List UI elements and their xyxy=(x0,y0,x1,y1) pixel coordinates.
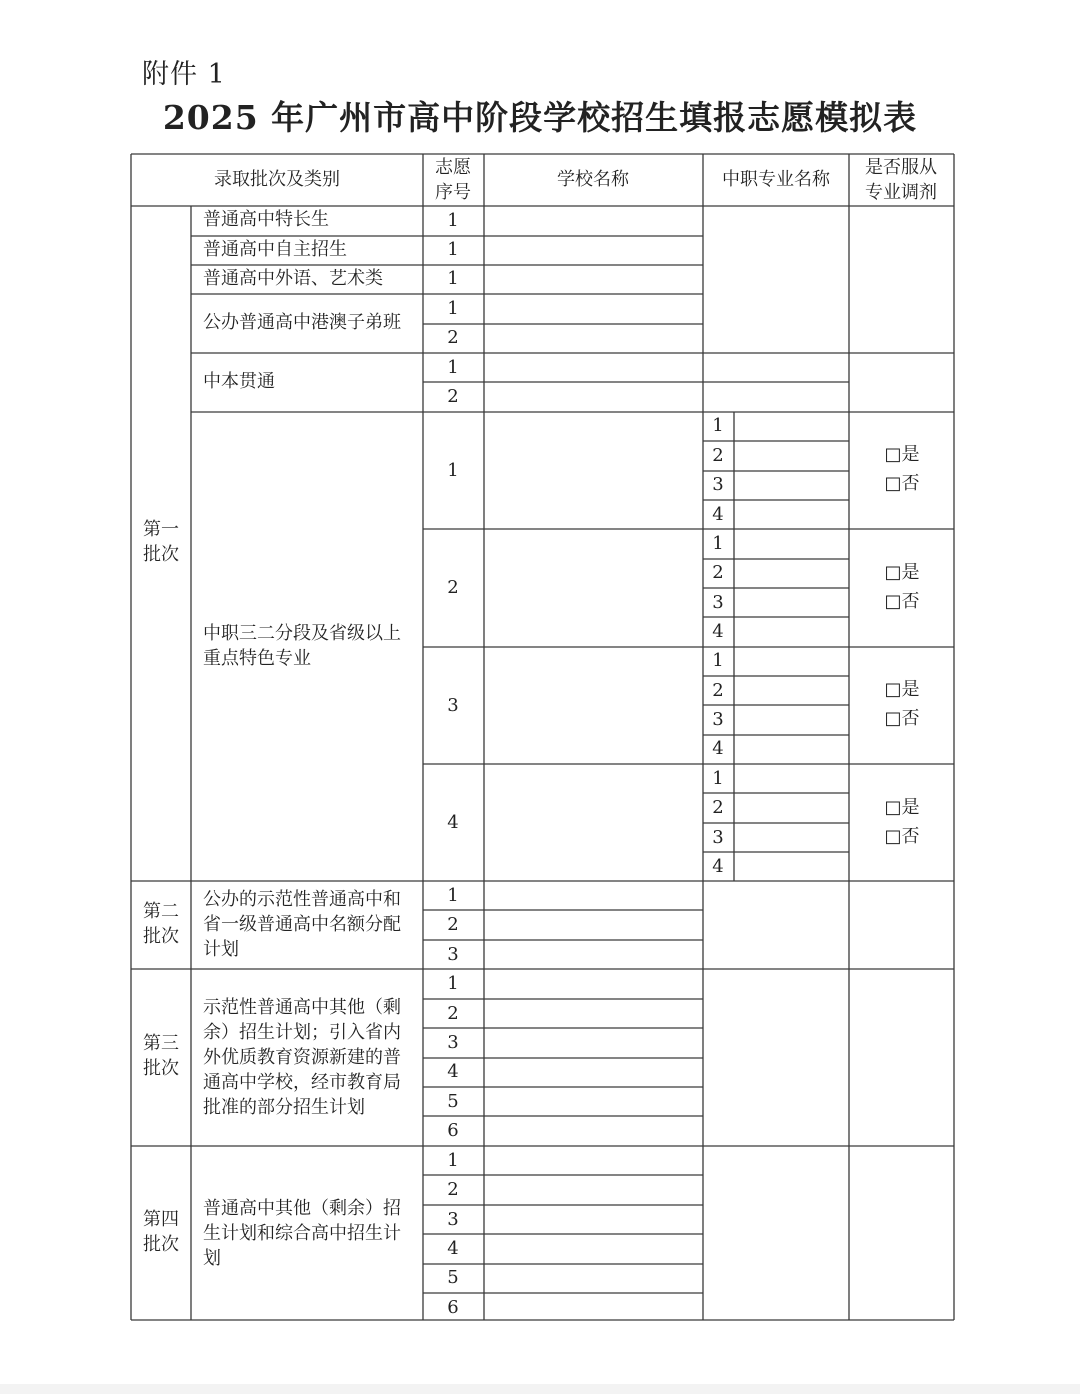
adjust-no-checkbox[interactable]: □否 xyxy=(884,473,920,494)
major-number: 1 xyxy=(712,768,724,789)
category-specialty: 普通高中特长生 xyxy=(203,209,329,230)
order-number: 3 xyxy=(447,1209,459,1230)
page-bottom-edge xyxy=(0,1384,1080,1394)
order-number: 1 xyxy=(447,460,459,481)
order-number: 4 xyxy=(447,1061,459,1082)
order-number: 2 xyxy=(447,914,459,935)
major-number: 2 xyxy=(712,445,724,466)
order-number: 6 xyxy=(447,1120,459,1141)
batch2-category-line3: 计划 xyxy=(203,939,239,960)
header-order-line1: 志愿 xyxy=(435,157,471,178)
major-number: 4 xyxy=(712,504,724,525)
order-number: 6 xyxy=(447,1297,459,1318)
batch3-category-line5: 批准的部分招生计划 xyxy=(203,1097,365,1118)
order-number: 1 xyxy=(447,885,459,906)
adjust-yes-checkbox[interactable]: □是 xyxy=(884,562,920,583)
batch1-label-line1: 第一 xyxy=(143,519,179,540)
header-order-line2: 序号 xyxy=(435,182,471,203)
order-number: 1 xyxy=(447,298,459,319)
order-number: 1 xyxy=(447,357,459,378)
header-adjust-line1: 是否服从 xyxy=(865,157,937,178)
batch4-category-line1: 普通高中其他（剩余）招 xyxy=(203,1198,401,1219)
order-number: 2 xyxy=(447,1003,459,1024)
order-number: 4 xyxy=(447,1238,459,1259)
batch1-label-line2: 批次 xyxy=(143,544,179,565)
major-number: 1 xyxy=(712,415,724,436)
order-number: 5 xyxy=(447,1267,459,1288)
major-number: 1 xyxy=(712,533,724,554)
header-adjust-line2: 专业调剂 xyxy=(865,182,937,203)
batch3-label-line2: 批次 xyxy=(143,1058,179,1079)
category-zhongben: 中本贯通 xyxy=(203,371,275,392)
order-number: 1 xyxy=(447,210,459,231)
batch4-label-line1: 第四 xyxy=(143,1209,179,1230)
order-number: 1 xyxy=(447,1150,459,1171)
batch2-label-line1: 第二 xyxy=(143,901,179,922)
adjust-no-checkbox[interactable]: □否 xyxy=(884,708,920,729)
batch2-label-line2: 批次 xyxy=(143,926,179,947)
order-number: 5 xyxy=(447,1091,459,1112)
major-number: 1 xyxy=(712,650,724,671)
major-number: 3 xyxy=(712,827,724,848)
attachment-label: 附件 1 xyxy=(142,59,226,90)
major-number: 4 xyxy=(712,738,724,759)
batch2-category-line1: 公办的示范性普通高中和 xyxy=(203,889,401,910)
header-category: 录取批次及类别 xyxy=(214,169,340,190)
category-language-art: 普通高中外语、艺术类 xyxy=(203,268,383,289)
batch4-category-line3: 划 xyxy=(203,1248,221,1269)
order-number: 3 xyxy=(447,1032,459,1053)
major-number: 2 xyxy=(712,797,724,818)
major-number: 4 xyxy=(712,856,724,877)
batch4-label-line2: 批次 xyxy=(143,1234,179,1255)
header-major: 中职专业名称 xyxy=(722,169,830,190)
adjust-no-checkbox[interactable]: □否 xyxy=(884,591,920,612)
batch3-category-line4: 通高中学校，经市教育局 xyxy=(203,1072,401,1093)
major-number: 3 xyxy=(712,709,724,730)
batch3-label-line1: 第三 xyxy=(143,1033,179,1054)
order-number: 2 xyxy=(447,327,459,348)
order-number: 2 xyxy=(447,577,459,598)
order-number: 2 xyxy=(447,386,459,407)
major-number: 4 xyxy=(712,621,724,642)
order-number: 2 xyxy=(447,1179,459,1200)
header-school: 学校名称 xyxy=(557,169,629,190)
order-number: 3 xyxy=(447,695,459,716)
adjust-yes-checkbox[interactable]: □是 xyxy=(884,444,920,465)
batch3-category-line2: 余）招生计划；引入省内 xyxy=(203,1022,401,1043)
major-number: 2 xyxy=(712,562,724,583)
order-number: 1 xyxy=(447,268,459,289)
major-number: 2 xyxy=(712,680,724,701)
order-number: 1 xyxy=(447,973,459,994)
batch3-category-line1: 示范性普通高中其他（剩 xyxy=(203,997,401,1018)
adjust-yes-checkbox[interactable]: □是 xyxy=(884,679,920,700)
batch4-category-line2: 生计划和综合高中招生计 xyxy=(203,1223,401,1244)
adjust-yes-checkbox[interactable]: □是 xyxy=(884,797,920,818)
category-vocational-line1: 中职三二分段及省级以上 xyxy=(203,623,401,644)
category-vocational-line2: 重点特色专业 xyxy=(203,648,311,669)
adjust-no-checkbox[interactable]: □否 xyxy=(884,826,920,847)
order-number: 3 xyxy=(447,944,459,965)
batch2-category-line2: 省一级普通高中名额分配 xyxy=(203,914,401,935)
batch3-category-line3: 外优质教育资源新建的普 xyxy=(203,1047,401,1068)
major-number: 3 xyxy=(712,474,724,495)
order-number: 4 xyxy=(447,812,459,833)
page-title: 2025 年广州市高中阶段学校招生填报志愿模拟表 xyxy=(162,98,918,137)
order-number: 1 xyxy=(447,239,459,260)
category-hk-macao: 公办普通高中港澳子弟班 xyxy=(203,312,401,333)
category-autonomous: 普通高中自主招生 xyxy=(203,239,347,260)
major-number: 3 xyxy=(712,592,724,613)
